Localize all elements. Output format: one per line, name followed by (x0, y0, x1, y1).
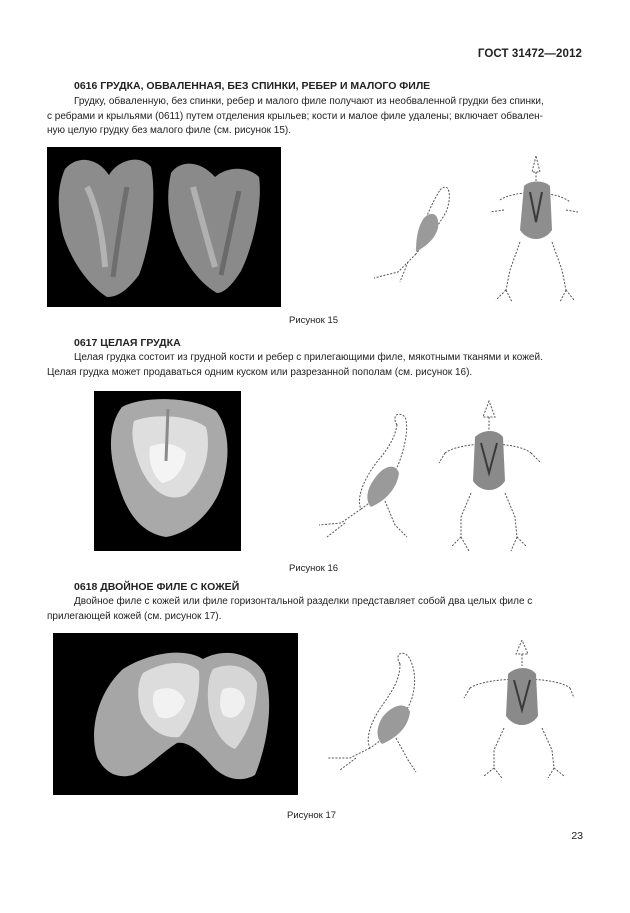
figure-caption-16: Рисунок 16 (289, 563, 339, 574)
breast-fillet-photo (47, 147, 281, 307)
text-line: Целая грудка может продаваться одним куском или разрезанной пополам (см. рисунок 16). (47, 366, 473, 378)
skeleton-diagram-15 (360, 150, 580, 308)
figure-caption-17: Рисунок 17 (287, 810, 337, 821)
text-line: ную целую грудку без малого филе (см. рисунок 15). (47, 125, 292, 137)
section-text-0616 (47, 95, 583, 139)
figure-caption-15: Рисунок 15 (289, 315, 339, 326)
double-fillet-photo (53, 633, 298, 795)
section-title-0616: 0616 ГРУДКА, ОБВАЛЕННАЯ, БЕЗ СПИНКИ, РЕБЕР И МАЛОГО ФИЛЕ (74, 80, 431, 92)
text-line: прилегающей кожей (см. рисунок 17). (47, 610, 222, 622)
section-text-0618 (47, 595, 583, 624)
section-text-0617 (47, 351, 583, 380)
document-header: ГОСТ 31472—2012 (477, 48, 582, 60)
text-line: с ребрами и крыльями (0611) путем отделения крыльев; кости и малое филе удалены; включает обвален- (47, 110, 543, 122)
text-line: Грудку, обваленную, без спинки, ребер и малого филе получают из необваленной грудки без спинки, (74, 96, 544, 107)
text-line: Двойное филе с кожей или филе горизонтальной разделки представляет собой два целых филе с (74, 596, 533, 607)
section-title-0618: 0618 ДВОЙНОЕ ФИЛЕ С КОЖЕЙ (74, 581, 240, 593)
skeleton-diagram-17 (320, 640, 575, 778)
skeleton-diagram-16 (305, 397, 550, 555)
whole-breast-photo (94, 391, 241, 551)
page-number: 23 (571, 830, 583, 842)
section-title-0617: 0617 ЦЕЛАЯ ГРУДКА (74, 337, 181, 349)
text-line: Целая грудка состоит из грудной кости и ребер с прилегающими филе, мякотными тканями и кожей. (74, 352, 543, 363)
